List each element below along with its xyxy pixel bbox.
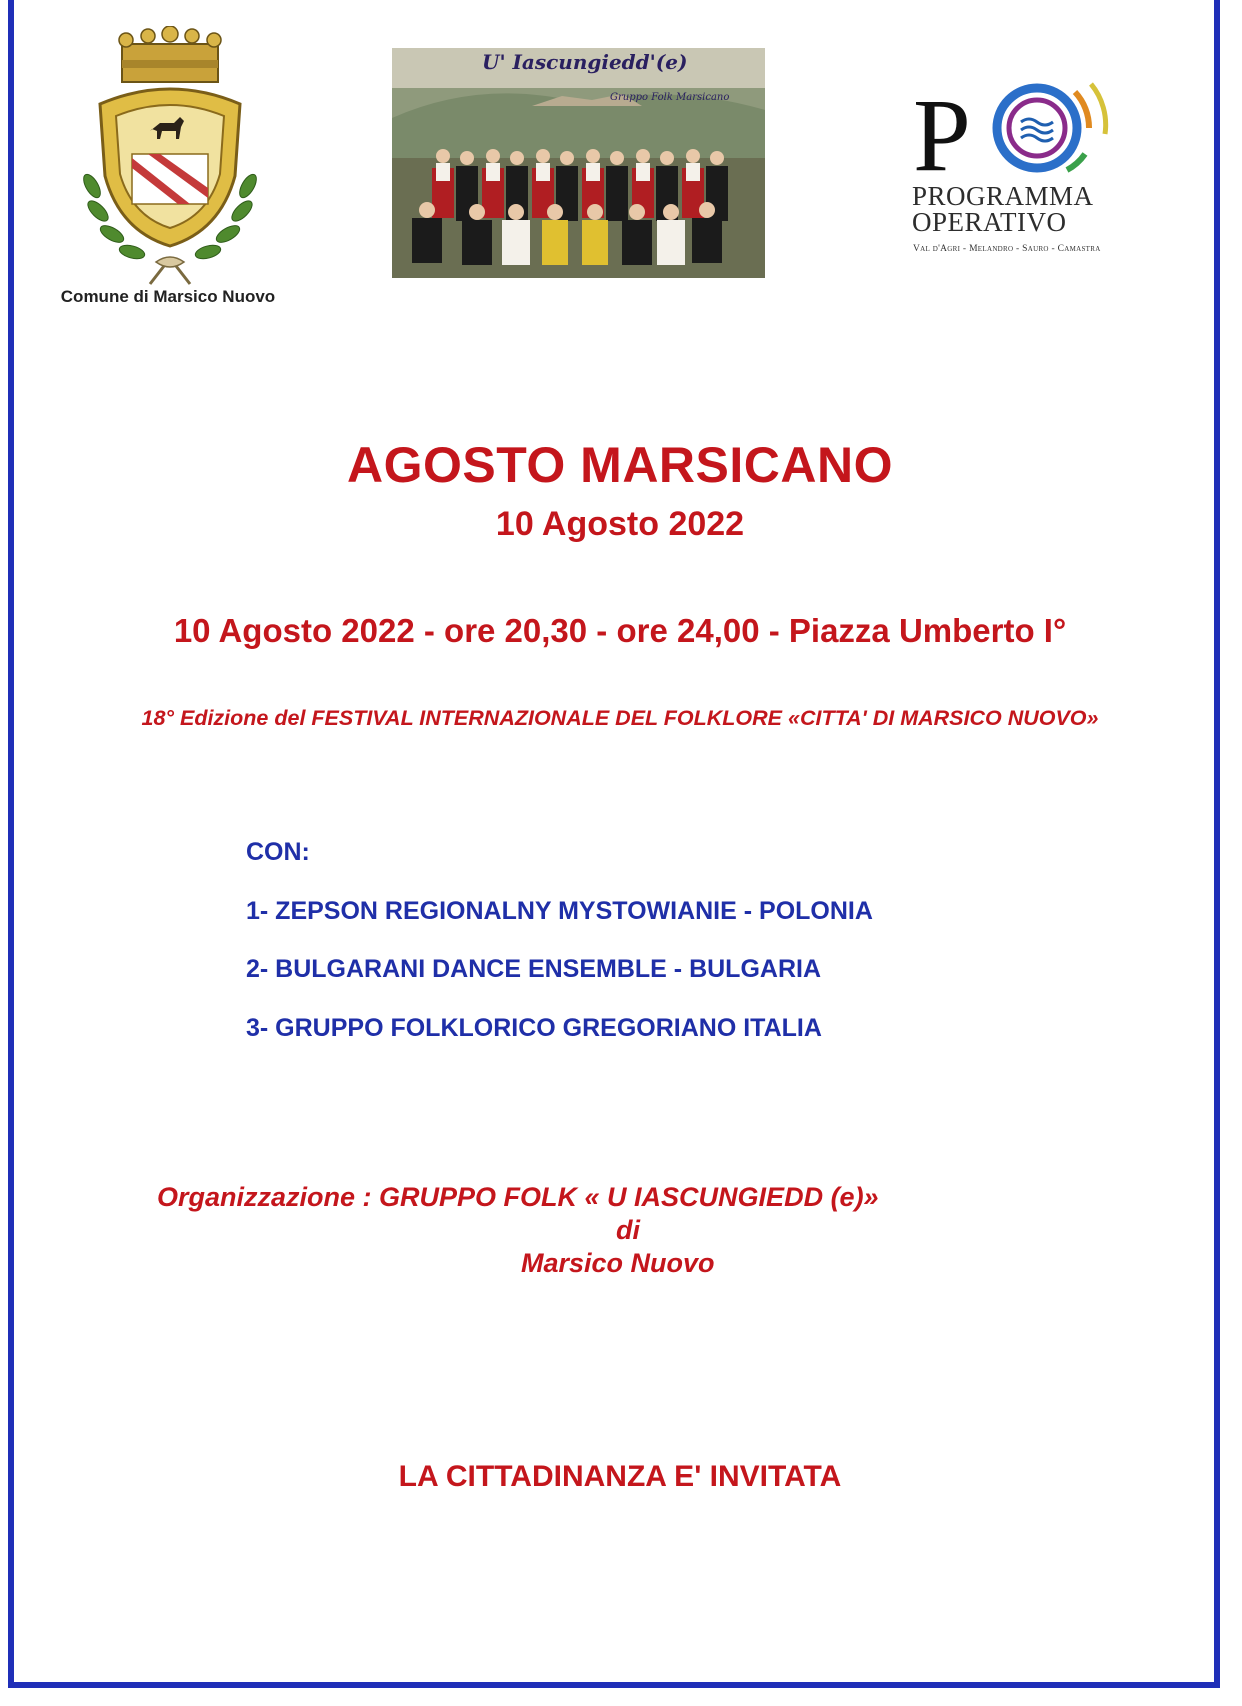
lineup-item: 1- ZEPSON REGIONALNY MYSTOWIANIE - POLONIA xyxy=(246,897,873,925)
event-subtitle: 10 Agosto 2022 xyxy=(495,505,745,543)
organizer-line: Marsico Nuovo xyxy=(521,1248,715,1278)
po-logo-line1: PROGRAMMA xyxy=(912,181,1094,211)
photo-subtitle: Gruppo Folk Marsicano xyxy=(610,92,730,103)
photo-title: U' Iascungiedd'(e) xyxy=(482,50,688,74)
lineup-label: CON: xyxy=(246,838,310,866)
organizer-line: di xyxy=(616,1215,640,1245)
festival-edition: 18° Edizione del FESTIVAL INTERNAZIONALE DEL FOLKLORE «CITTA' DI MARSICO NUOVO» xyxy=(141,706,1099,730)
crest-caption: Comune di Marsico Nuovo xyxy=(60,287,276,306)
folk-group-photo-icon xyxy=(392,48,765,278)
po-logo-line2: OPERATIVO xyxy=(912,207,1067,237)
event-dateline: 10 Agosto 2022 - ore 20,30 - ore 24,00 - Piazza Umberto I° xyxy=(173,612,1067,649)
municipal-crest-icon xyxy=(70,26,270,288)
svg-text:P: P xyxy=(913,78,971,193)
event-title: AGOSTO MARSICANO xyxy=(347,437,893,493)
folk-group-photo xyxy=(392,48,765,278)
po-logo-line3: Val d'Agri - Melandro - Sauro - Camastra xyxy=(913,244,1101,254)
lineup-item: 2- BULGARANI DANCE ENSEMBLE - BULGARIA xyxy=(246,955,821,983)
closing-invitation: LA CITTADINANZA E' INVITATA xyxy=(398,1460,842,1493)
lineup-item: 3- GRUPPO FOLKLORICO GREGORIANO ITALIA xyxy=(246,1014,822,1042)
organizer-line: Organizzazione : GRUPPO FOLK « U IASCUNGIEDD (e)» xyxy=(157,1182,879,1212)
